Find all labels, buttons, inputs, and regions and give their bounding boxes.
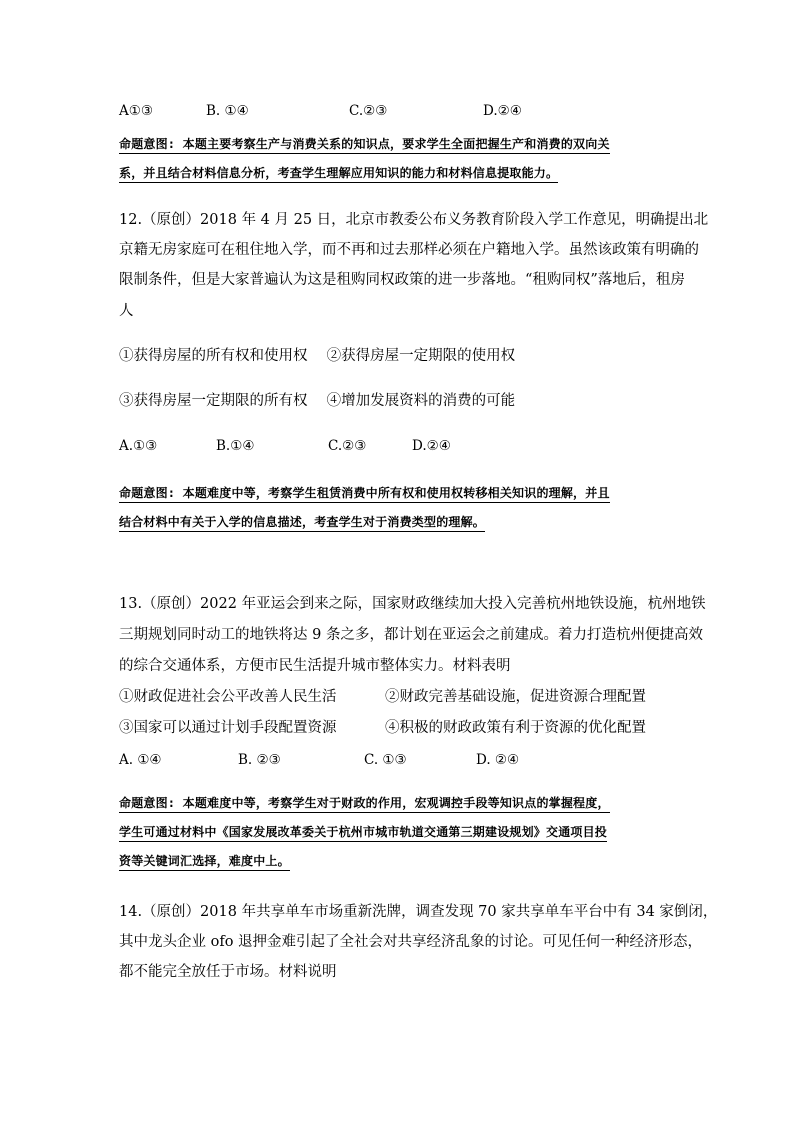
q13-option-d: D. ②④	[476, 752, 520, 768]
q12-option-a: A.①③	[119, 438, 158, 454]
q13-item-1: ①财政促进社会公平改善人民生活	[119, 689, 337, 705]
q12-stem-line-1: 12.（原创）2018 年 4 月 25 日，北京市教委公布义务教育阶段入学工作意见，明确提出北	[119, 212, 709, 228]
q12-stem-line-4: 人	[119, 303, 134, 319]
q11-option-d: D.②④	[483, 103, 522, 119]
q12-option-b: B.①④	[216, 438, 255, 454]
q13-stem-line-1: 13.（原创）2022 年亚运会到来之际，国家财政继续加大投入完善杭州地铁设施，杭州地铁	[119, 596, 706, 612]
q13-item-3: ③国家可以通过计划手段配置资源	[119, 720, 337, 736]
q14-stem-line-3: 都不能完全放任于市场。材料说明	[119, 964, 337, 980]
q14-stem-line-2: 其中龙头企业 ofo 退押金难引起了全社会对共享经济乱象的讨论。可见任何一种经济形态，	[119, 934, 703, 950]
q13-item-2: ②财政完善基础设施，促进资源合理配置	[385, 689, 646, 705]
q13-option-c: C. ①③	[364, 752, 407, 768]
q13-stem-line-3: 的综合交通体系，方便市民生活提升城市整体实力。材料表明	[119, 658, 511, 674]
q11-option-b: B. ①④	[206, 103, 249, 119]
q11-option-c: C.②③	[349, 103, 388, 119]
q13-stem-line-2: 三期规划同时动工的地铁将达 9 条之多，都计划在亚运会之前建成。着力打造杭州便捷高效	[119, 627, 703, 643]
q12-option-c: C.②③	[328, 438, 367, 454]
q12-stem-line-3: 限制条件，但是大家普遍认为这是租购同权政策的进一步落地。“租购同权”落地后，租房	[119, 272, 685, 288]
q14-stem-line-1: 14.（原创）2018 年共享单车市场重新洗牌，调查发现 70 家共享单车平台中有 34 家倒闭，	[119, 904, 718, 920]
q11-option-a: A①③	[119, 103, 153, 119]
q13-intent-line-2: 学生可通过材料中《国家发展改革委关于杭州市城市轨道交通第三期建设规划》交通项目投	[119, 823, 607, 842]
q11-intent-line-2: 系，并且结合材料信息分析，考查学生理解应用知识的能力和材料信息提取能力。	[119, 164, 558, 183]
q13-intent-line-1: 命题意图: 本题难度中等，考察学生对于财政的作用，宏观调控手段等知识点的掌握程度，	[119, 794, 610, 813]
q12-option-d: D.②④	[412, 438, 451, 454]
q13-option-b: B. ②③	[238, 752, 281, 768]
q12-intent-line-1: 命题意图: 本题难度中等，考察学生租赁消费中所有权和使用权转移相关知识的理解，并且	[119, 484, 610, 503]
q13-option-a: A. ①④	[119, 752, 162, 768]
q13-intent-line-3: 资等关键词汇选择，难度中上。	[119, 852, 290, 871]
q12-intent-line-2: 结合材料中有关于入学的信息描述，考查学生对于消费类型的理解。	[119, 513, 485, 532]
q12-stem-line-2: 京籍无房家庭可在租住地入学，而不再和过去那样必须在户籍地入学。虽然该政策有明确的	[119, 242, 699, 258]
q11-intent-line-1: 命题意图: 本题主要考察生产与消费关系的知识点，要求学生全面把握生产和消费的双向关	[119, 135, 610, 154]
q13-item-4: ④积极的财政政策有利于资源的优化配置	[385, 720, 646, 736]
q12-item-line-1: ①获得房屋的所有权和使用权 ②获得房屋一定期限的使用权	[119, 348, 516, 364]
q12-item-line-2: ③获得房屋一定期限的所有权 ④增加发展资料的消费的可能	[119, 393, 516, 409]
